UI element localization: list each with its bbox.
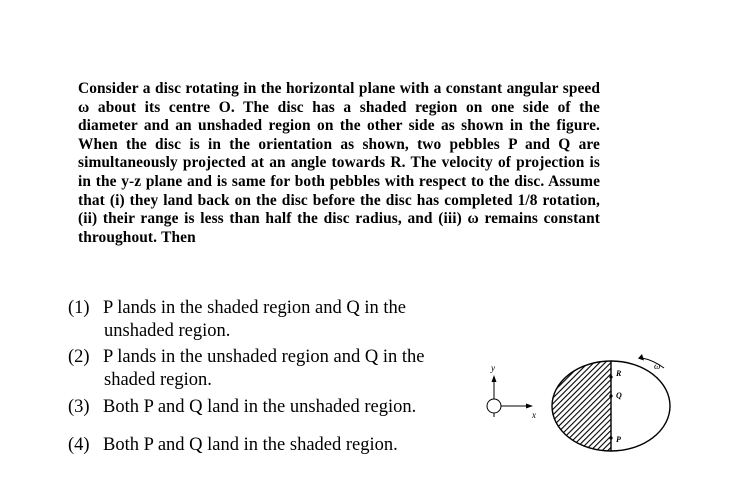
option-text: P lands in the shaded region and Q in the	[103, 298, 406, 318]
question-line: simultaneously projected at an angle towards R. The	[78, 154, 437, 172]
point-r-label: R	[616, 369, 622, 378]
question-text	[78, 80, 600, 247]
question-line: their range is less than half the disc radius, and (iii) ω	[102, 210, 479, 228]
x-axis-arrowhead	[526, 404, 533, 409]
point-r-dot	[609, 375, 612, 378]
question-line: back on the disc before the disc has completed 1/8 rotation, (ii)	[78, 191, 600, 228]
y-axis-arrowhead	[492, 375, 497, 382]
question-line: the other side as shown in the figure. When the disc is in the	[78, 117, 601, 153]
option-text: Both P and Q land in the unshaded region.	[103, 397, 417, 417]
z-axis-circle	[487, 399, 501, 413]
rotation-arrowhead	[638, 354, 644, 361]
option-number: (2)	[68, 347, 90, 367]
option-text-continued: unshaded region.	[104, 321, 231, 341]
point-q-label: Q	[616, 391, 622, 400]
y-axis-label: y	[491, 363, 495, 373]
option-text: P lands in the unshaded region and Q in the	[103, 347, 425, 367]
rotation-arc	[642, 358, 664, 368]
rotation-arrow	[638, 354, 664, 371]
question-line: angular speed ω about its centre O. The disc has a shaded	[78, 80, 600, 116]
omega-label: ω	[654, 361, 661, 371]
question-line: velocity of projection is in the y-z plane and is same for	[78, 154, 600, 190]
option-4[interactable]	[68, 434, 398, 457]
question-line: Consider a disc rotating in the horizontal plane with a constant	[78, 80, 503, 97]
option-text: Both P and Q land in the shaded region.	[103, 435, 398, 455]
question-line: both pebbles with respect to the disc. Assume that (i) they land	[78, 172, 601, 209]
point-p-dot	[609, 436, 612, 439]
point-p-label: P	[616, 435, 621, 444]
question-line: orientation as shown, two pebbles P and Q are	[258, 135, 600, 153]
option-3[interactable]	[68, 396, 416, 419]
option-2[interactable]	[68, 346, 425, 390]
option-1[interactable]	[68, 297, 406, 341]
option-text-continued: shaded region.	[104, 370, 212, 390]
option-number: (4)	[68, 435, 90, 455]
question-line: remains constant throughout. Then	[78, 210, 600, 246]
option-number: (3)	[68, 397, 90, 417]
x-axis-label: x	[532, 410, 536, 420]
coordinate-axes	[487, 363, 536, 420]
disc-figure	[470, 350, 710, 460]
point-q-dot	[609, 394, 612, 397]
disc-diagram	[470, 350, 710, 460]
disc	[552, 361, 670, 451]
question-line: region on one side of the diameter and an unshaded region on	[78, 98, 600, 135]
option-number: (1)	[68, 298, 90, 318]
